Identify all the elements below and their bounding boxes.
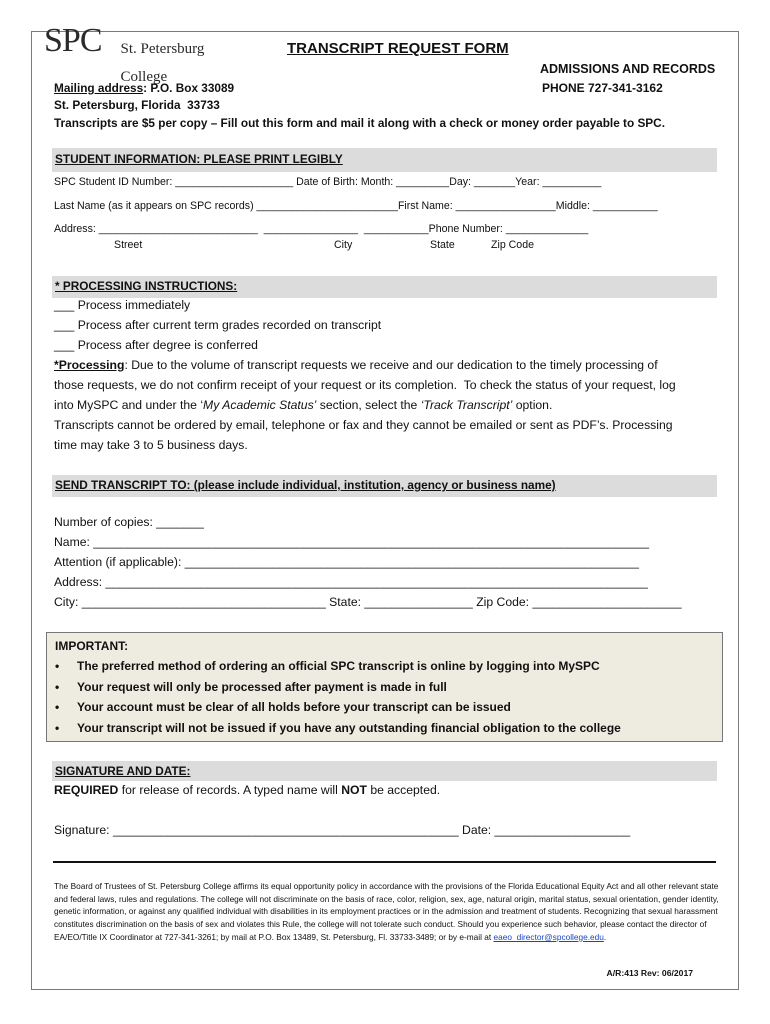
signature-heading: SIGNATURE AND DATE:: [55, 764, 191, 778]
important-item-text: The preferred method of ordering an official SPC transcript is online by logging into MySPC: [77, 659, 600, 673]
mailing-address-value: : P.O. Box 33089: [143, 81, 235, 95]
important-item: [55, 659, 600, 673]
processing-note-text-3a: into MySPC and under the ‘: [54, 398, 204, 412]
address-city-caption: City: [334, 239, 353, 251]
track-transcript-text: ‘Track Transcript’: [420, 398, 513, 412]
important-item: [55, 700, 511, 714]
important-item-text: Your request will only be processed after payment is made in full: [77, 680, 447, 694]
requirement-end-text: be accepted.: [366, 783, 441, 797]
important-box: [46, 632, 723, 742]
bullet-icon: •: [55, 659, 60, 673]
important-heading: IMPORTANT:: [55, 639, 129, 653]
eo-statement-text: The Board of Trustees of St. Petersburg College affirms its equal opportunity policy in accordance with the provisions of the Florida Educational Equity Act and all other relevant state and federal laws, rules and regulations. The college will not discriminate on the basis of race, color, religion, sex, age, natural origin, marital status, sexual orientation, gender identity, genetic information, or against any qualified individual with disabilities in its employment practices or in the admission and treatment of students. Recognizing that sexual harassment constitutes discrimination on the basis of sex and violates this Rule, the college will not tolerate such conduct. Should you experience such behavior, please contact the director of EA/EO/Title IX Coordinator at 727-341-3261; by mail at P.O. Box 13489, St. Petersburg, Fl. 33733-3489; or by e-mail at: [54, 881, 719, 942]
student-name-line[interactable]: Last Name (as it appears on SPC records) ________________________First Name: _________________Middle: ___________: [54, 200, 658, 212]
processing-note-label: *Processing: [54, 358, 125, 372]
recipient-address-field[interactable]: Address: ________________________________________________________________________________: [54, 575, 648, 589]
my-academic-status-text: My Academic Status’: [203, 398, 317, 412]
bullet-icon: •: [55, 721, 60, 735]
important-item: [55, 721, 621, 735]
important-item-text: Your transcript will not be issued if you have any outstanding financial obligation to the college: [77, 721, 621, 735]
mailing-address: [54, 81, 234, 95]
processing-note-line-5: time may take 3 to 5 business days.: [54, 438, 248, 452]
requirement-text: for release of records. A typed name will: [118, 783, 342, 797]
recipient-city-state-zip-field[interactable]: City: ____________________________________ State: ________________ Zip Code: ______________________: [54, 595, 682, 609]
important-item-text: Your account must be clear of all holds before your transcript can be issued: [77, 700, 511, 714]
processing-note-text-3e: option.: [512, 398, 553, 412]
logo-abbr: SPC: [44, 22, 102, 59]
processing-note-line-3: [54, 398, 552, 412]
processing-note-text-3c: section, select the: [316, 398, 421, 412]
student-info-band: [52, 148, 717, 172]
mailing-city: St. Petersburg, Florida 33733: [54, 98, 220, 112]
option-process-after-grades[interactable]: ___ Process after current term grades recorded on transcript: [54, 318, 382, 332]
equal-opportunity-statement: [54, 880, 720, 944]
student-info-heading: STUDENT INFORMATION: PLEASE PRINT LEGIBLY: [55, 152, 343, 166]
send-band: [52, 475, 717, 497]
processing-note-line-4: Transcripts cannot be ordered by email, telephone or fax and they cannot be emailed or sent as PDF’s. Processing: [54, 418, 673, 432]
processing-heading: * PROCESSING INSTRUCTIONS:: [55, 279, 238, 293]
mailing-address-label: Mailing address: [54, 81, 144, 95]
revision-label: A/R:413 Rev: 06/2017: [606, 968, 693, 978]
processing-note-text-1: : Due to the volume of transcript requests we receive and our dedication to the timely processing of: [124, 358, 658, 372]
important-item: [55, 680, 447, 694]
address-state-caption: State: [430, 239, 455, 251]
footer-divider: [53, 861, 716, 863]
option-process-after-degree[interactable]: ___ Process after degree is conferred: [54, 338, 258, 352]
fee-note: Transcripts are $5 per copy – Fill out this form and mail it along with a check or money order payable to SPC.: [54, 116, 665, 130]
phone-label: PHONE 727-341-3162: [542, 81, 663, 95]
attention-field[interactable]: Attention (if applicable): ___________________________________________________________________: [54, 555, 639, 569]
address-zip-caption: Zip Code: [491, 239, 534, 251]
signature-date-field[interactable]: Signature: ___________________________________________________ Date: ____________________: [54, 823, 631, 837]
eeo-email-link[interactable]: eaeo_director@spcollege.edu: [493, 931, 604, 942]
department-label: ADMISSIONS AND RECORDS: [540, 62, 716, 76]
not-text: NOT: [341, 783, 367, 797]
student-id-dob-line[interactable]: SPC Student ID Number: ____________________ Date of Birth: Month: _________Day: _______Year: __________: [54, 176, 602, 188]
student-address-line[interactable]: Address: ___________________________ ________________ ___________Phone Number: ______________: [54, 223, 589, 235]
copies-field[interactable]: Number of copies: _______: [54, 515, 204, 529]
signature-requirement: [54, 783, 440, 797]
address-street-caption: Street: [114, 239, 143, 251]
page-title: TRANSCRIPT REQUEST FORM: [287, 40, 509, 57]
processing-note-line-1: [54, 358, 658, 372]
signature-band: [52, 761, 717, 781]
logo-line-1: St. Petersburg: [120, 41, 205, 57]
logo-line-2: College: [120, 69, 168, 85]
processing-note-line-2: those requests, we do not confirm receipt of your request or its completion. To check the status of your request, log: [54, 378, 676, 392]
bullet-icon: •: [55, 700, 60, 714]
send-heading: SEND TRANSCRIPT TO: (please include individual, institution, agency or business name): [55, 478, 556, 492]
required-text: REQUIRED: [54, 783, 119, 797]
processing-band: [52, 276, 717, 298]
bullet-icon: •: [55, 680, 60, 694]
eo-statement-end: .: [603, 931, 607, 942]
form-border: [31, 31, 739, 990]
option-process-immediately[interactable]: ___ Process immediately: [54, 298, 191, 312]
recipient-name-field[interactable]: Name: __________________________________________________________________________________: [54, 535, 650, 549]
